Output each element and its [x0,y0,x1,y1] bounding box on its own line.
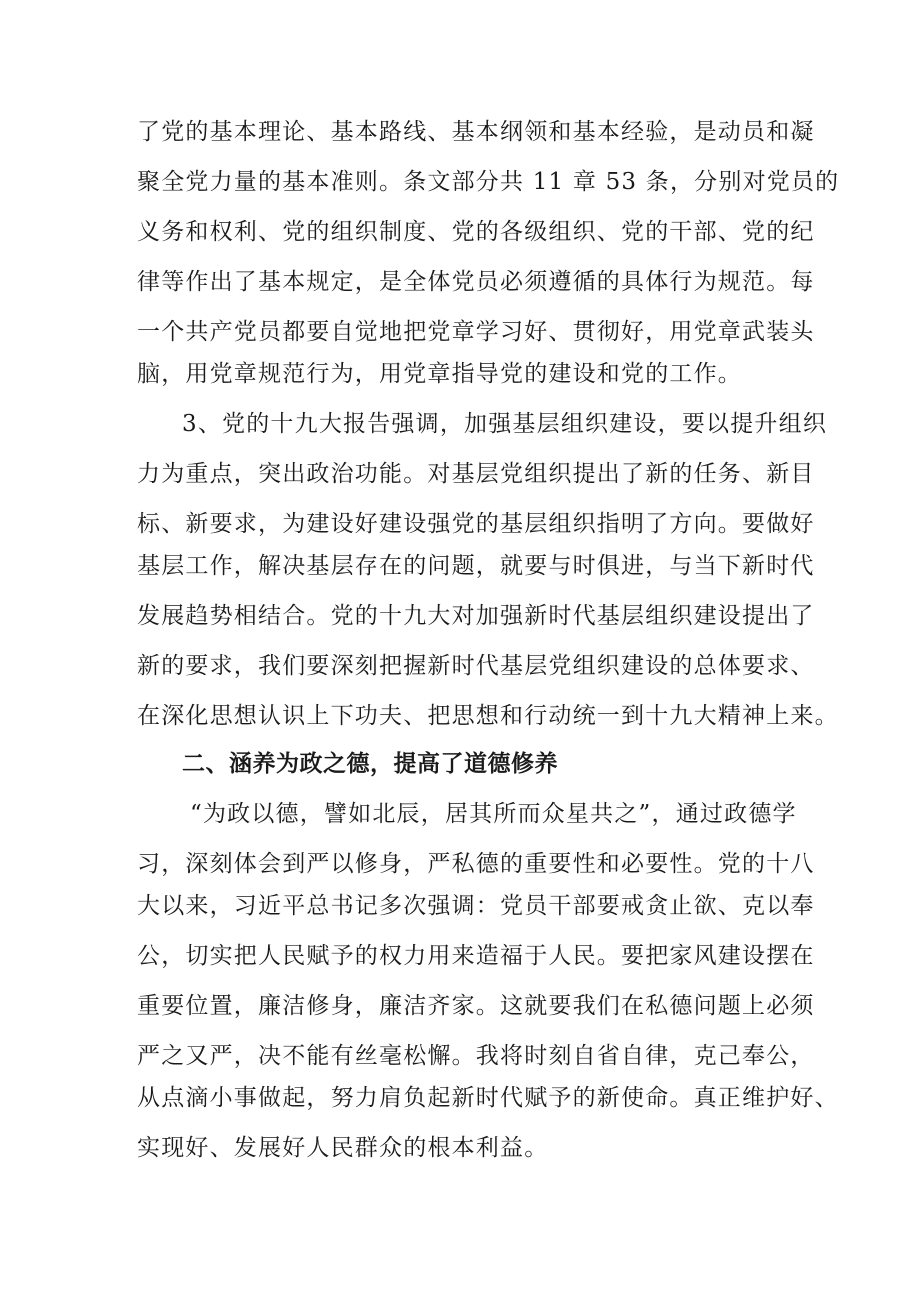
paragraph-3-line-8: 实现好、发展好人民群众的根本利益。 [137,1135,549,1161]
paragraph-3-line-4: 公，切实把人民赋予的权力用来造福于人民。要把家风建设摆在 [137,943,815,969]
paragraph-3-line-2: 习，深刻体会到严以修身，严私德的重要性和必要性。党的十八 [137,851,815,877]
paragraph-2-line-4: 基层工作，解决基层存在的问题，就要与时俱进，与当下新时代 [137,553,815,579]
paragraph-1-line-2: 聚全党力量的基本准则。条文部分共 11 章 53 条，分别对党员的 [137,169,840,195]
section-heading: 二、涵养为政之德，提高了道德修养 [182,751,558,777]
paragraph-2-line-5: 发展趋势相结合。党的十九大对加强新时代基层组织建设提出了 [137,603,815,629]
paragraph-2-line-6: 新的要求，我们要深刻把握新时代基层党组织建设的总体要求、 [137,653,815,679]
paragraph-3-line-3: 大以来，习近平总书记多次强调：党员干部要戒贪止欲、克以奉 [137,893,815,919]
paragraph-2-line-7: 在深化思想认识上下功夫、把思想和行动统一到十九大精神上来。 [137,703,839,729]
paragraph-1-line-4: 律等作出了基本规定，是全体党员必须遵循的具体行为规范。每 [137,269,815,295]
paragraph-3-line-6: 严之又严，决不能有丝毫松懈。我将时刻自省自律，克己奉公， [137,1043,815,1069]
paragraph-1-line-6: 脑，用党章规范行为，用党章指导党的建设和党的工作。 [137,361,742,387]
paragraph-3-line-1: “为政以德，譬如北辰，居其所而众星共之”，通过政德学 [190,801,797,827]
paragraph-3-line-5: 重要位置，廉洁修身，廉洁齐家。这就要我们在私德问题上必须 [137,993,815,1019]
paragraph-3-line-7: 从点滴小事做起，努力肩负起新时代赋予的新使命。真正维护好、 [137,1085,839,1111]
paragraph-1-line-5: 一个共产党员都要自觉地把党章学习好、贯彻好，用党章武装头 [137,319,815,345]
paragraph-1-line-3: 义务和权利、党的组织制度、党的各级组织、党的干部、党的纪 [137,219,815,245]
paragraph-2-line-3: 标、新要求，为建设好建设强党的基层组织指明了方向。要做好 [137,511,815,537]
paragraph-1-line-1: 了党的基本理论、基本路线、基本纲领和基本经验，是动员和凝 [137,119,815,145]
paragraph-2-line-2: 力为重点，突出政治功能。对基层党组织提出了新的任务、新目 [137,461,815,487]
paragraph-2-line-1: 3、党的十九大报告强调，加强基层组织建设，要以提升组织 [182,411,828,437]
